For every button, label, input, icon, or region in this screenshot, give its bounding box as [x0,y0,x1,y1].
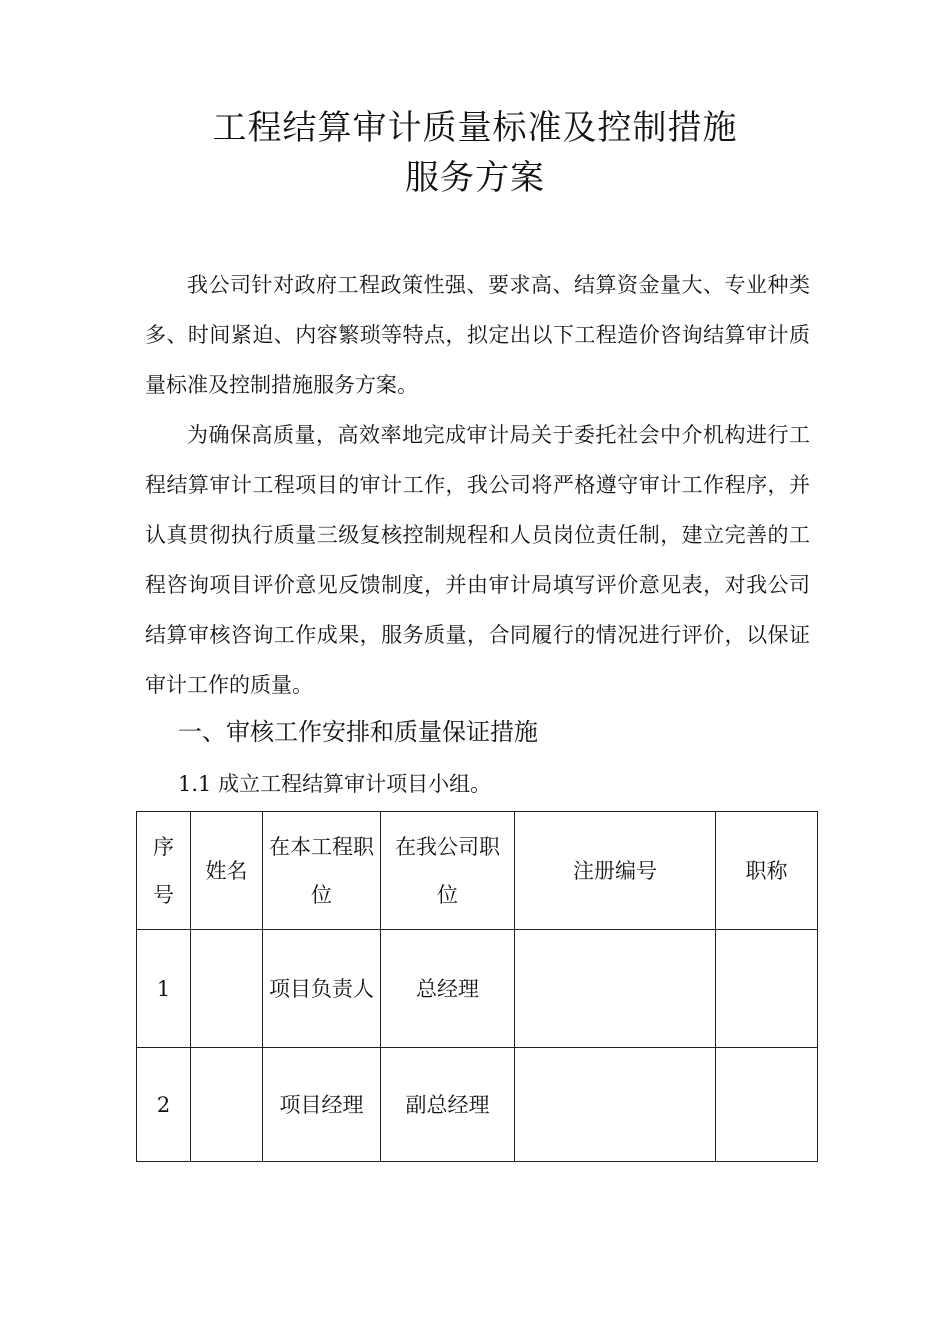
table-header-cell: 职称 [716,812,818,930]
table-cell [515,930,716,1048]
table-cell [191,1048,263,1162]
document-title-line2: 服务方案 [405,158,545,198]
table-row [137,930,818,1048]
document-title-line1: 工程结算审计质量标准及控制措施 [212,108,738,148]
section-heading: 一、审核工作安排和质量保证措施 [178,718,538,746]
table-cell: 项目负责人 [263,930,381,1048]
table-cell: 总经理 [381,930,515,1048]
table-header-cell: 在我公司职位 [381,812,515,930]
table-header-cell: 序号 [137,812,191,930]
table-header-row [137,812,818,930]
quality-paragraph: 为确保高质量，高效率地完成审计局关于委托社会中介机构进行工程结算审计工程项目的审计工作，我公司将严格遵守审计工作程序，并认真贯彻执行质量三级复核控制规程和人员岗位责任制，建立完善的工程咨询项目评价意见反馈制度，并由审计局填写评价意见表，对我公司结算审核咨询工作成果，服务质量，合同履行的情况进行评价，以保证审计工作的质量。 [145,423,810,697]
table-row [137,1048,818,1162]
table-cell [515,1048,716,1162]
table-cell: 2 [137,1048,191,1162]
table-header-cell: 在本工程职位 [263,812,381,930]
intro-paragraph: 我公司针对政府工程政策性强、要求高、结算资金量大、专业种类多、时间紧迫、内容繁琐等特点，拟定出以下工程造价咨询结算审计质量标准及控制措施服务方案。 [145,273,810,397]
table-cell [191,930,263,1048]
table-cell: 1 [137,930,191,1048]
table-cell: 副总经理 [381,1048,515,1162]
table-header-cell: 姓名 [191,812,263,930]
table-cell [716,930,818,1048]
table-header-cell: 注册编号 [515,812,716,930]
subsection-text: 1.1 成立工程结算审计项目小组。 [178,772,492,796]
project-team-table [136,811,818,1162]
table-cell: 项目经理 [263,1048,381,1162]
table-cell [716,1048,818,1162]
